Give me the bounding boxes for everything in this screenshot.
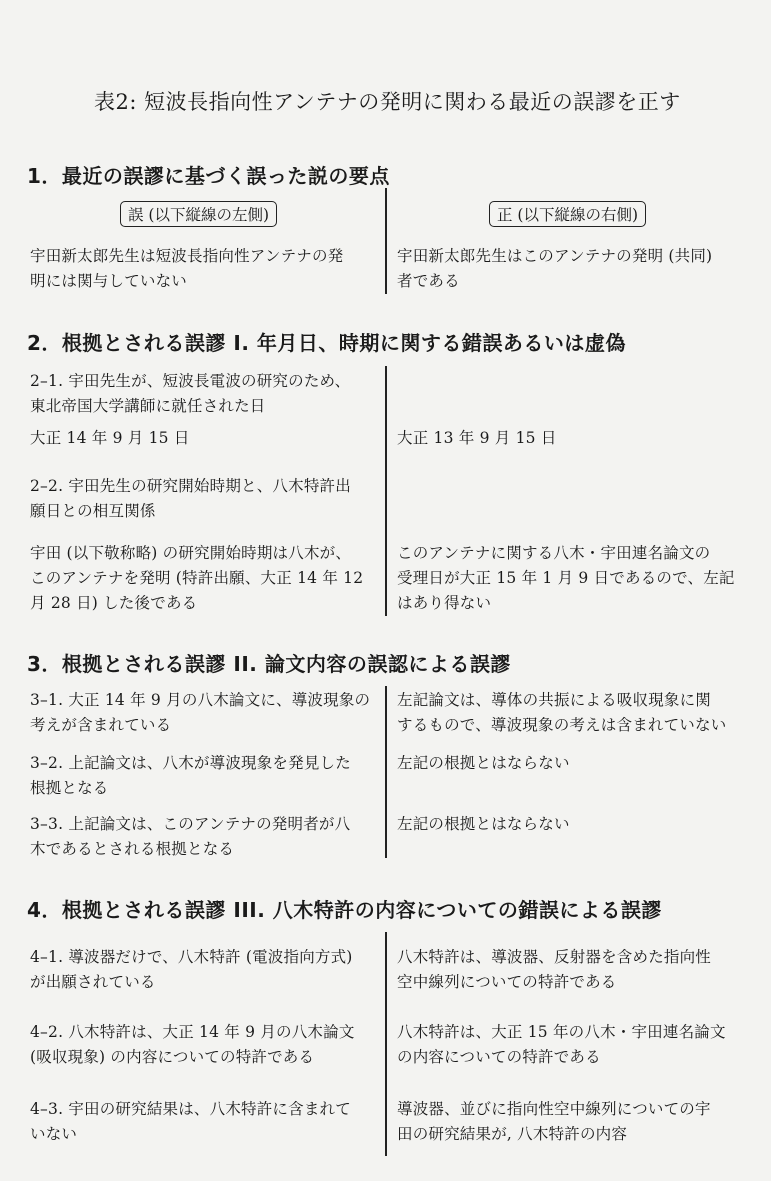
s1-correct-claim: 宇田新太郎先生はこのアンテナの発明 (共同) 者である xyxy=(397,247,713,290)
s3-item-2-correct: 左記の根拠とはならない xyxy=(397,754,570,772)
s2-item-1-wrong: 大正 14 年 9 月 15 日 xyxy=(30,429,190,447)
s3-item-2-wrong: 3–2. 上記論文は、八木が導波現象を発見した 根拠となる xyxy=(30,754,351,797)
section-2-heading: 2．根拠とされる誤謬 I. 年月日、時期に関する錯誤あるいは虚偽 xyxy=(27,331,626,355)
s4-item-2-wrong: 4–2. 八木特許は、大正 14 年 9 月の八木論文 (吸収現象) の内容についての特許である xyxy=(30,1023,355,1066)
s2-item-1-correct: 大正 13 年 9 月 15 日 xyxy=(397,429,557,447)
s2-item-2-wrong: 宇田 (以下敬称略) の研究開始時期は八木が、 このアンテナを発明 (特許出願、大正 14 年 12 月 28 日) した後である xyxy=(30,544,364,612)
s2-item-1-question: 2–1. 宇田先生が、短波長電波の研究のため、 東北帝国大学講師に就任された日 xyxy=(30,372,351,415)
wrong-column-header: 誤 (以下縦線の左側) xyxy=(120,201,277,227)
section-1-divider xyxy=(385,188,387,294)
s3-item-3-correct: 左記の根拠とはならない xyxy=(397,815,570,833)
section-2-divider xyxy=(385,366,387,616)
s2-item-2-question: 2–2. 宇田先生の研究開始時期と、八木特許出 願日との相互関係 xyxy=(30,477,351,520)
section-3-heading: 3．根拠とされる誤謬 II. 論文内容の誤認による誤謬 xyxy=(27,652,511,676)
s4-item-3-wrong: 4–3. 宇田の研究結果は、八木特許に含まれて いない xyxy=(30,1100,351,1143)
s4-item-1-correct: 八木特許は、導波器、反射器を含めた指向性 空中線列についての特許である xyxy=(397,948,712,991)
s3-item-1-wrong: 3–1. 大正 14 年 9 月の八木論文に、導波現象の 考えが含まれている xyxy=(30,691,371,734)
table-title: 表2: 短波長指向性アンテナの発明に関わる最近の誤謬を正す xyxy=(94,90,681,114)
section-3-divider xyxy=(385,686,387,858)
s2-item-2-correct: このアンテナに関する八木・宇田連名論文の 受理日が大正 15 年 1 月 9 日であるので、左記 はあり得ない xyxy=(397,544,735,612)
s4-item-3-correct: 導波器、並びに指向性空中線列についての宇 田の研究結果が, 八木特許の内容 xyxy=(397,1100,711,1143)
s1-wrong-claim: 宇田新太郎先生は短波長指向性アンテナの発 明には関与していない xyxy=(30,247,344,290)
correct-column-header: 正 (以下縦線の右側) xyxy=(489,201,646,227)
section-4-heading: 4．根拠とされる誤謬 III. 八木特許の内容についての錯誤による誤謬 xyxy=(27,898,662,922)
s4-item-2-correct: 八木特許は、大正 15 年の八木・宇田連名論文 の内容についての特許である xyxy=(397,1023,726,1066)
section-4-divider xyxy=(385,932,387,1156)
s4-item-1-wrong: 4–1. 導波器だけで、八木特許 (電波指向方式) が出願されている xyxy=(30,948,353,991)
section-1-heading: 1．最近の誤謬に基づく誤った説の要点 xyxy=(27,164,390,188)
s3-item-3-wrong: 3–3. 上記論文は、このアンテナの発明者が八 木であるとされる根拠となる xyxy=(30,815,351,858)
s3-item-1-correct: 左記論文は、導体の共振による吸収現象に関 するもので、導波現象の考えは含まれていない xyxy=(397,691,727,734)
